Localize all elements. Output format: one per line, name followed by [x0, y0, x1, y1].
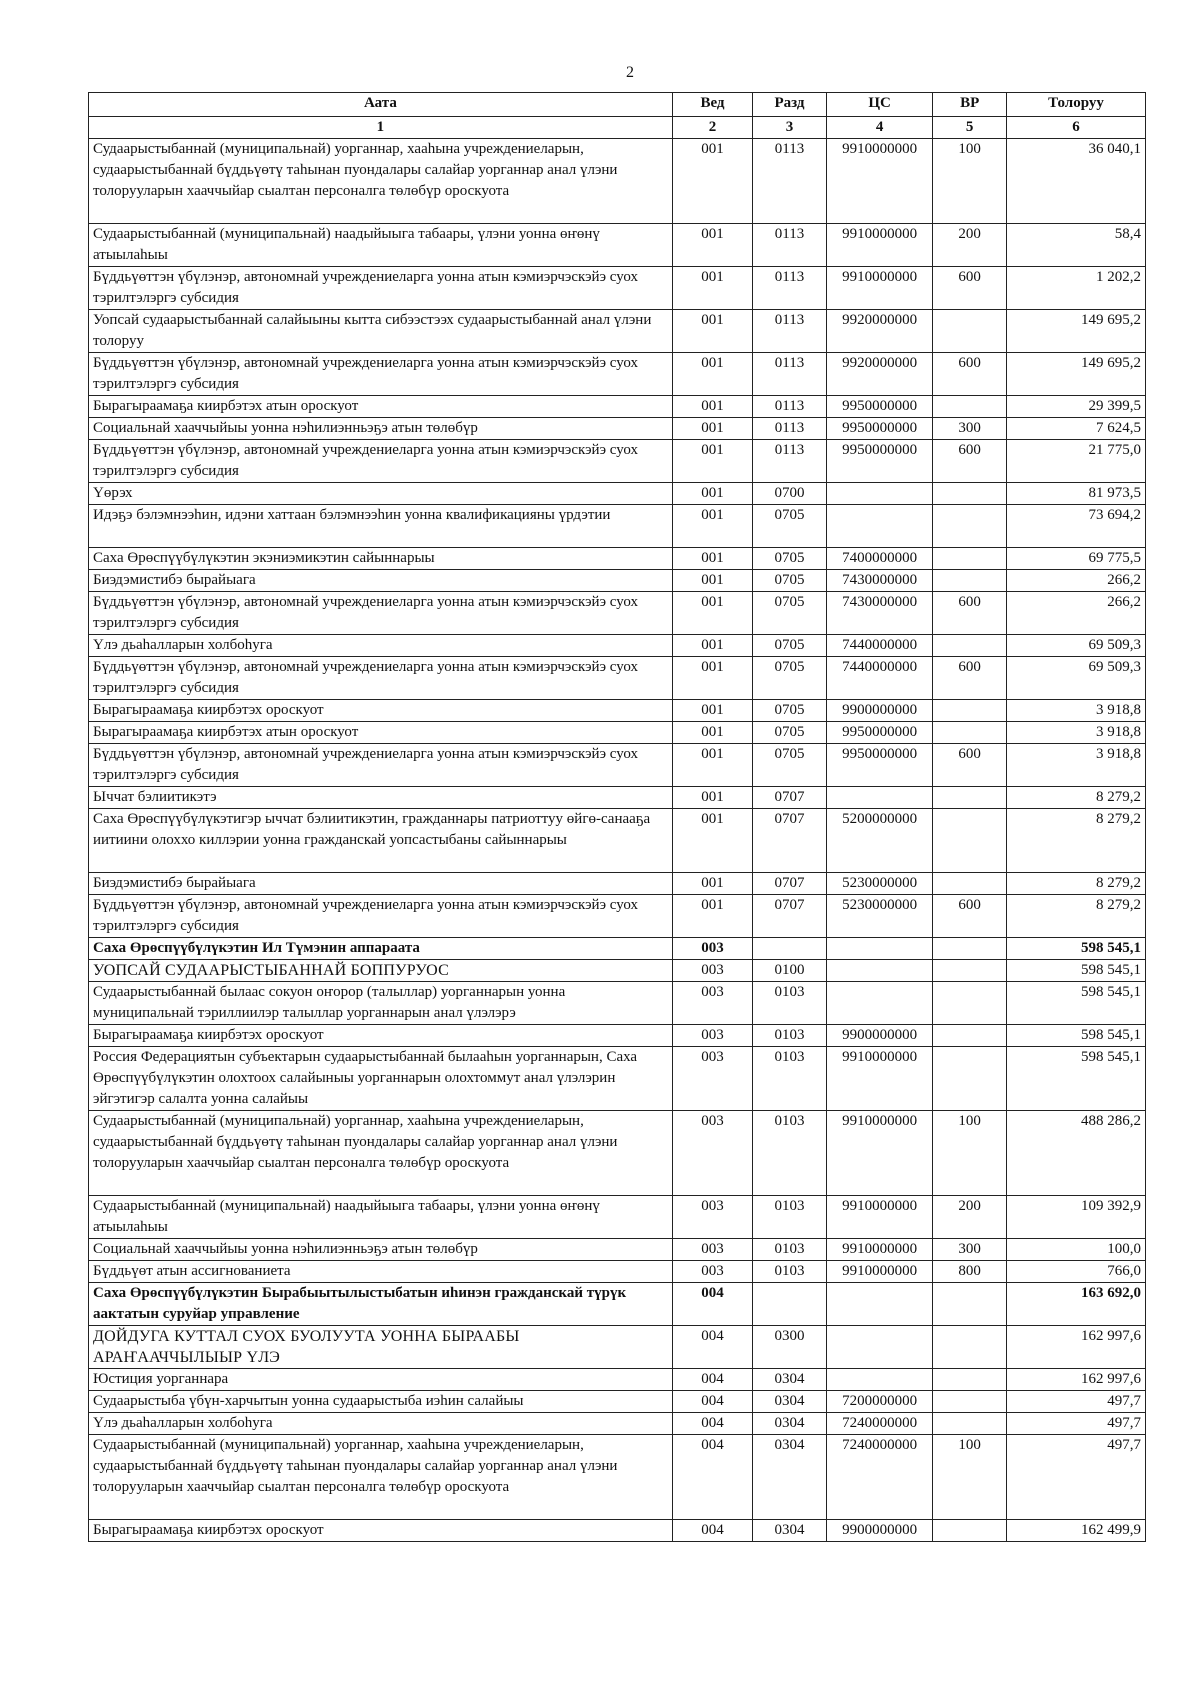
row-name-cell: Үлэ дьаһалларын холбоһуга	[89, 1413, 673, 1435]
row-ved-cell: 001	[672, 396, 752, 418]
table-row	[89, 139, 1146, 224]
row-cs-cell: 9910000000	[826, 224, 932, 267]
row-name-cell: Бүддьүөттэн үбүлэнэр, автономнай учреждениеларга уонна атын кэмиэрчэскэйэ суох тэрилтэлэргэ субсидия	[89, 353, 673, 396]
row-name-cell: Бырагыраамаҕа киирбэтэх ороскуот	[89, 1025, 673, 1047]
row-cs-cell	[826, 787, 932, 809]
header-row	[89, 93, 1146, 117]
row-amount-cell: 488 286,2	[1007, 1111, 1146, 1196]
row-vr-cell: 800	[933, 1261, 1007, 1283]
table-row	[89, 1413, 1146, 1435]
row-cs-cell: 9900000000	[826, 700, 932, 722]
row-vr-cell: 600	[933, 353, 1007, 396]
row-cs-cell: 9920000000	[826, 353, 932, 396]
row-vr-cell	[933, 938, 1007, 960]
row-razd-cell: 0103	[753, 1025, 827, 1047]
header-cell: Вед	[672, 93, 752, 117]
table-row	[89, 1239, 1146, 1261]
row-razd-cell: 0100	[753, 960, 827, 982]
table-row	[89, 1047, 1146, 1111]
row-amount-cell: 766,0	[1007, 1261, 1146, 1283]
row-ved-cell: 003	[672, 1025, 752, 1047]
row-razd-cell: 0103	[753, 982, 827, 1025]
row-vr-cell: 200	[933, 224, 1007, 267]
row-name-cell: Судаарыстыба үбүн-харчытын уонна судаарыстыба иэһин салайыы	[89, 1391, 673, 1413]
row-amount-cell: 21 775,0	[1007, 440, 1146, 483]
row-razd-cell: 0113	[753, 440, 827, 483]
row-name-cell: Судаарыстыбаннай былаас сокуон оҥорор (талыллар) уорганнарын уонна муниципальнай тэриллиилэр талыллар уорганнарын анал үлэлэрэ	[89, 982, 673, 1025]
header-number-cell: 6	[1007, 117, 1146, 139]
row-razd-cell: 0705	[753, 570, 827, 592]
row-name-cell: Бүддьүөт атын ассигнованиета	[89, 1261, 673, 1283]
table-row	[89, 1391, 1146, 1413]
row-ved-cell: 001	[672, 440, 752, 483]
row-razd-cell: 0700	[753, 483, 827, 505]
row-razd-cell: 0705	[753, 657, 827, 700]
row-amount-cell: 29 399,5	[1007, 396, 1146, 418]
table-row	[89, 353, 1146, 396]
row-razd-cell: 0705	[753, 744, 827, 787]
row-cs-cell: 5200000000	[826, 809, 932, 873]
row-razd-cell: 0103	[753, 1111, 827, 1196]
row-cs-cell: 5230000000	[826, 895, 932, 938]
row-razd-cell: 0304	[753, 1391, 827, 1413]
row-amount-cell: 149 695,2	[1007, 353, 1146, 396]
row-razd-cell	[753, 938, 827, 960]
table-row	[89, 1520, 1146, 1542]
row-ved-cell: 001	[672, 592, 752, 635]
row-ved-cell: 004	[672, 1283, 752, 1326]
row-amount-cell: 266,2	[1007, 592, 1146, 635]
row-vr-cell: 600	[933, 440, 1007, 483]
row-amount-cell: 163 692,0	[1007, 1283, 1146, 1326]
row-name-cell: Бүддьүөттэн үбүлэнэр, автономнай учреждениеларга уонна атын кэмиэрчэскэйэ суох тэрилтэлэргэ субсидия	[89, 440, 673, 483]
table-row	[89, 722, 1146, 744]
row-vr-cell	[933, 982, 1007, 1025]
row-cs-cell: 9900000000	[826, 1025, 932, 1047]
row-razd-cell: 0103	[753, 1239, 827, 1261]
row-amount-cell: 598 545,1	[1007, 1025, 1146, 1047]
row-razd-cell: 0705	[753, 505, 827, 548]
row-vr-cell	[933, 1413, 1007, 1435]
row-name-cell: Социальнай хааччыйыы уонна нэһилиэнньэҕэ атын төлөбүр	[89, 1239, 673, 1261]
row-amount-cell: 7 624,5	[1007, 418, 1146, 440]
row-vr-cell	[933, 1025, 1007, 1047]
table-row	[89, 548, 1146, 570]
row-cs-cell: 7240000000	[826, 1435, 932, 1520]
table-row	[89, 895, 1146, 938]
table-row	[89, 1326, 1146, 1369]
row-razd-cell: 0304	[753, 1413, 827, 1435]
table-row	[89, 960, 1146, 982]
table-row	[89, 1369, 1146, 1391]
table-row	[89, 657, 1146, 700]
row-vr-cell	[933, 505, 1007, 548]
table-row	[89, 982, 1146, 1025]
table-row	[89, 418, 1146, 440]
row-ved-cell: 004	[672, 1326, 752, 1369]
row-ved-cell: 003	[672, 1261, 752, 1283]
row-vr-cell	[933, 310, 1007, 353]
row-cs-cell	[826, 938, 932, 960]
row-vr-cell	[933, 700, 1007, 722]
row-name-cell: Судаарыстыбаннай (муниципальнай) уорганнар, хааһына учреждениеларын, судаарыстыбаннай бүддьүөтү таһынан пуондалары салайар уорганнар анал үлэни толорууларын хааччыйар сыалтан персоналга төлөбүр ороскуота	[89, 1435, 673, 1520]
table-row	[89, 1196, 1146, 1239]
row-cs-cell	[826, 505, 932, 548]
row-vr-cell	[933, 960, 1007, 982]
header-number-cell: 5	[933, 117, 1007, 139]
table-row	[89, 635, 1146, 657]
header-cell: Толоруу	[1007, 93, 1146, 117]
row-name-cell: Саха Өрөспүүбүлүкэтин Бырабыытылыстыбатын иһинэн гражданскай түрүк аактатын суруйар управление	[89, 1283, 673, 1326]
row-razd-cell: 0705	[753, 635, 827, 657]
row-amount-cell: 598 545,1	[1007, 938, 1146, 960]
row-cs-cell: 9910000000	[826, 1261, 932, 1283]
table-row	[89, 1025, 1146, 1047]
row-razd-cell: 0705	[753, 700, 827, 722]
row-name-cell: Бүддьүөттэн үбүлэнэр, автономнай учреждениеларга уонна атын кэмиэрчэскэйэ суох тэрилтэлэргэ субсидия	[89, 744, 673, 787]
row-amount-cell: 8 279,2	[1007, 895, 1146, 938]
table-row	[89, 744, 1146, 787]
row-cs-cell: 9910000000	[826, 267, 932, 310]
row-amount-cell: 598 545,1	[1007, 960, 1146, 982]
row-name-cell: УОПСАЙ СУДААРЫСТЫБАННАЙ БОППУРУОС	[89, 960, 673, 982]
row-vr-cell	[933, 483, 1007, 505]
row-amount-cell: 69 775,5	[1007, 548, 1146, 570]
budget-table	[88, 92, 1146, 1542]
header-cell: ВР	[933, 93, 1007, 117]
row-name-cell: Уопсай судаарыстыбаннай салайыыны кытта сибээстээх судаарыстыбаннай анал үлэни толоруу	[89, 310, 673, 353]
row-name-cell: Үлэ дьаһалларын холбоһуга	[89, 635, 673, 657]
row-vr-cell: 300	[933, 1239, 1007, 1261]
row-razd-cell: 0113	[753, 310, 827, 353]
row-vr-cell: 100	[933, 1111, 1007, 1196]
table-row	[89, 787, 1146, 809]
row-cs-cell: 9950000000	[826, 722, 932, 744]
row-cs-cell: 9950000000	[826, 440, 932, 483]
header-number-row	[89, 117, 1146, 139]
row-cs-cell: 7430000000	[826, 592, 932, 635]
row-cs-cell	[826, 960, 932, 982]
row-razd-cell: 0707	[753, 787, 827, 809]
table-row	[89, 570, 1146, 592]
row-amount-cell: 8 279,2	[1007, 873, 1146, 895]
row-name-cell: Судаарыстыбаннай (муниципальнай) наадыйыыга табаары, үлэни уонна өҥөнү атыылаһыы	[89, 1196, 673, 1239]
row-name-cell: Бырагыраамаҕа киирбэтэх ороскуот	[89, 700, 673, 722]
row-ved-cell: 001	[672, 722, 752, 744]
row-amount-cell: 100,0	[1007, 1239, 1146, 1261]
row-vr-cell	[933, 396, 1007, 418]
row-name-cell: Биэдэмистибэ бырайыага	[89, 873, 673, 895]
row-amount-cell: 1 202,2	[1007, 267, 1146, 310]
header-number-cell: 2	[672, 117, 752, 139]
row-amount-cell: 497,7	[1007, 1435, 1146, 1520]
row-razd-cell: 0300	[753, 1326, 827, 1369]
header-cell: ЦС	[826, 93, 932, 117]
row-amount-cell: 162 499,9	[1007, 1520, 1146, 1542]
row-vr-cell	[933, 787, 1007, 809]
row-name-cell: Судаарыстыбаннай (муниципальнай) уорганнар, хааһына учреждениеларын, судаарыстыбаннай бүддьүөтү таһынан пуондалары салайар уорганнар анал үлэни толорууларын хааччыйар сыалтан персоналга төлөбүр ороскуота	[89, 139, 673, 224]
table-row	[89, 1283, 1146, 1326]
row-amount-cell: 162 997,6	[1007, 1369, 1146, 1391]
page-number: 2	[626, 64, 634, 81]
row-amount-cell: 162 997,6	[1007, 1326, 1146, 1369]
row-cs-cell: 7430000000	[826, 570, 932, 592]
row-vr-cell: 100	[933, 139, 1007, 224]
row-vr-cell	[933, 1283, 1007, 1326]
row-cs-cell	[826, 982, 932, 1025]
row-razd-cell: 0705	[753, 548, 827, 570]
row-cs-cell: 7440000000	[826, 657, 932, 700]
row-ved-cell: 001	[672, 873, 752, 895]
row-razd-cell: 0707	[753, 873, 827, 895]
row-cs-cell: 9920000000	[826, 310, 932, 353]
row-vr-cell: 600	[933, 592, 1007, 635]
row-amount-cell: 69 509,3	[1007, 635, 1146, 657]
row-cs-cell: 9950000000	[826, 744, 932, 787]
row-ved-cell: 001	[672, 548, 752, 570]
row-name-cell: Бүддьүөттэн үбүлэнэр, автономнай учреждениеларга уонна атын кэмиэрчэскэйэ суох тэрилтэлэргэ субсидия	[89, 592, 673, 635]
table-body	[89, 139, 1146, 1542]
row-amount-cell: 8 279,2	[1007, 787, 1146, 809]
row-amount-cell: 497,7	[1007, 1413, 1146, 1435]
header-cell: Аата	[89, 93, 673, 117]
row-ved-cell: 004	[672, 1391, 752, 1413]
table-row	[89, 505, 1146, 548]
row-name-cell: Саха Өрөспүүбүлүкэтин Ил Түмэнин аппараата	[89, 938, 673, 960]
row-cs-cell: 5230000000	[826, 873, 932, 895]
row-razd-cell: 0707	[753, 895, 827, 938]
row-name-cell: Бүддьүөттэн үбүлэнэр, автономнай учреждениеларга уонна атын кэмиэрчэскэйэ суох тэрилтэлэргэ субсидия	[89, 657, 673, 700]
row-cs-cell: 9910000000	[826, 139, 932, 224]
row-name-cell: Идэҕэ бэлэмнээһин, идэни хаттаан бэлэмнээһин уонна квалификацияны үрдэтии	[89, 505, 673, 548]
row-ved-cell: 001	[672, 570, 752, 592]
row-name-cell: Бырагыраамаҕа киирбэтэх атын ороскуот	[89, 722, 673, 744]
header-number-cell: 4	[826, 117, 932, 139]
table-row	[89, 873, 1146, 895]
row-amount-cell: 73 694,2	[1007, 505, 1146, 548]
row-amount-cell: 149 695,2	[1007, 310, 1146, 353]
row-vr-cell	[933, 1326, 1007, 1369]
row-vr-cell	[933, 1520, 1007, 1542]
row-ved-cell: 001	[672, 635, 752, 657]
row-cs-cell: 9950000000	[826, 396, 932, 418]
row-ved-cell: 003	[672, 960, 752, 982]
row-name-cell: Бырагыраамаҕа киирбэтэх ороскуот	[89, 1520, 673, 1542]
row-ved-cell: 004	[672, 1369, 752, 1391]
row-amount-cell: 598 545,1	[1007, 1047, 1146, 1111]
row-cs-cell: 9900000000	[826, 1520, 932, 1542]
row-cs-cell: 7440000000	[826, 635, 932, 657]
table-row	[89, 224, 1146, 267]
row-vr-cell: 100	[933, 1435, 1007, 1520]
row-cs-cell: 7200000000	[826, 1391, 932, 1413]
row-vr-cell	[933, 1391, 1007, 1413]
row-amount-cell: 58,4	[1007, 224, 1146, 267]
row-ved-cell: 001	[672, 809, 752, 873]
row-ved-cell: 001	[672, 787, 752, 809]
row-amount-cell: 3 918,8	[1007, 722, 1146, 744]
row-vr-cell	[933, 873, 1007, 895]
row-name-cell: Саха Өрөспүүбүлүкэтигэр ыччат бэлиитикэтин, гражданнары патриоттуу өйгө-санааҕа иитиини олоххо киллэрии уонна гражданскай уопсастыбаны сайыннарыы	[89, 809, 673, 873]
row-cs-cell: 9910000000	[826, 1196, 932, 1239]
row-vr-cell: 600	[933, 267, 1007, 310]
row-razd-cell: 0705	[753, 722, 827, 744]
table-row	[89, 483, 1146, 505]
row-vr-cell	[933, 635, 1007, 657]
row-razd-cell: 0705	[753, 592, 827, 635]
row-name-cell: Саха Өрөспүүбүлүкэтин экэниэмикэтин сайыннарыы	[89, 548, 673, 570]
row-ved-cell: 004	[672, 1520, 752, 1542]
row-amount-cell: 109 392,9	[1007, 1196, 1146, 1239]
row-razd-cell: 0113	[753, 418, 827, 440]
row-razd-cell: 0304	[753, 1369, 827, 1391]
row-ved-cell: 001	[672, 224, 752, 267]
header-number-cell: 3	[753, 117, 827, 139]
row-name-cell: Бүддьүөттэн үбүлэнэр, автономнай учреждениеларга уонна атын кэмиэрчэскэйэ суох тэрилтэлэргэ субсидия	[89, 267, 673, 310]
row-razd-cell: 0103	[753, 1047, 827, 1111]
row-ved-cell: 001	[672, 744, 752, 787]
row-vr-cell	[933, 1047, 1007, 1111]
header-cell: Разд	[753, 93, 827, 117]
row-vr-cell	[933, 809, 1007, 873]
row-name-cell: Юстиция уорганнара	[89, 1369, 673, 1391]
table-row	[89, 1111, 1146, 1196]
row-ved-cell: 001	[672, 895, 752, 938]
row-name-cell: Бүддьүөттэн үбүлэнэр, автономнай учреждениеларга уонна атын кэмиэрчэскэйэ суох тэрилтэлэргэ субсидия	[89, 895, 673, 938]
table-row	[89, 1435, 1146, 1520]
row-vr-cell	[933, 548, 1007, 570]
row-name-cell: Үөрэх	[89, 483, 673, 505]
row-cs-cell	[826, 1369, 932, 1391]
header-number-cell: 1	[89, 117, 673, 139]
row-amount-cell: 598 545,1	[1007, 982, 1146, 1025]
row-ved-cell: 001	[672, 353, 752, 396]
row-vr-cell: 600	[933, 895, 1007, 938]
row-razd-cell: 0103	[753, 1261, 827, 1283]
row-amount-cell: 497,7	[1007, 1391, 1146, 1413]
row-ved-cell: 003	[672, 1239, 752, 1261]
row-amount-cell: 3 918,8	[1007, 744, 1146, 787]
row-ved-cell: 001	[672, 657, 752, 700]
row-name-cell: Ыччат бэлиитикэтэ	[89, 787, 673, 809]
row-cs-cell: 9910000000	[826, 1239, 932, 1261]
row-razd-cell: 0113	[753, 224, 827, 267]
table-row	[89, 938, 1146, 960]
row-amount-cell: 3 918,8	[1007, 700, 1146, 722]
row-ved-cell: 003	[672, 1111, 752, 1196]
table-row	[89, 396, 1146, 418]
row-name-cell: Бырагыраамаҕа киирбэтэх атын ороскуот	[89, 396, 673, 418]
row-razd-cell	[753, 1283, 827, 1326]
row-ved-cell: 001	[672, 505, 752, 548]
row-ved-cell: 001	[672, 139, 752, 224]
row-amount-cell: 266,2	[1007, 570, 1146, 592]
table-row	[89, 440, 1146, 483]
row-ved-cell: 001	[672, 418, 752, 440]
row-amount-cell: 81 973,5	[1007, 483, 1146, 505]
row-vr-cell: 600	[933, 744, 1007, 787]
row-cs-cell: 7400000000	[826, 548, 932, 570]
table-row	[89, 700, 1146, 722]
row-razd-cell: 0113	[753, 353, 827, 396]
row-razd-cell: 0304	[753, 1520, 827, 1542]
row-razd-cell: 0103	[753, 1196, 827, 1239]
row-vr-cell	[933, 1369, 1007, 1391]
row-ved-cell: 003	[672, 1047, 752, 1111]
row-cs-cell: 7240000000	[826, 1413, 932, 1435]
row-ved-cell: 001	[672, 310, 752, 353]
row-name-cell: Социальнай хааччыйыы уонна нэһилиэнньэҕэ атын төлөбүр	[89, 418, 673, 440]
row-ved-cell: 004	[672, 1413, 752, 1435]
row-amount-cell: 69 509,3	[1007, 657, 1146, 700]
table-row	[89, 310, 1146, 353]
row-name-cell: Судаарыстыбаннай (муниципальнай) наадыйыыга табаары, үлэни уонна өҥөнү атыылаһыы	[89, 224, 673, 267]
table-row	[89, 1261, 1146, 1283]
row-razd-cell: 0304	[753, 1435, 827, 1520]
row-ved-cell: 001	[672, 483, 752, 505]
row-razd-cell: 0113	[753, 396, 827, 418]
table-row	[89, 809, 1146, 873]
row-ved-cell: 003	[672, 938, 752, 960]
row-cs-cell	[826, 1326, 932, 1369]
row-name-cell: Биэдэмистибэ бырайыага	[89, 570, 673, 592]
table-row	[89, 267, 1146, 310]
table-row	[89, 592, 1146, 635]
row-amount-cell: 8 279,2	[1007, 809, 1146, 873]
row-cs-cell: 9910000000	[826, 1111, 932, 1196]
row-vr-cell: 200	[933, 1196, 1007, 1239]
row-ved-cell: 001	[672, 700, 752, 722]
row-ved-cell: 004	[672, 1435, 752, 1520]
row-ved-cell: 003	[672, 982, 752, 1025]
row-razd-cell: 0707	[753, 809, 827, 873]
row-razd-cell: 0113	[753, 267, 827, 310]
row-ved-cell: 003	[672, 1196, 752, 1239]
row-cs-cell: 9950000000	[826, 418, 932, 440]
row-amount-cell: 36 040,1	[1007, 139, 1146, 224]
row-cs-cell: 9910000000	[826, 1047, 932, 1111]
row-cs-cell	[826, 483, 932, 505]
row-name-cell: Судаарыстыбаннай (муниципальнай) уорганнар, хааһына учреждениеларын, судаарыстыбаннай бүддьүөтү таһынан пуондалары салайар уорганнар анал үлэни толорууларын хааччыйар сыалтан персоналга төлөбүр ороскуота	[89, 1111, 673, 1196]
row-vr-cell: 300	[933, 418, 1007, 440]
row-razd-cell: 0113	[753, 139, 827, 224]
row-vr-cell: 600	[933, 657, 1007, 700]
row-vr-cell	[933, 570, 1007, 592]
row-name-cell: Россия Федерациятын субъектарын судаарыстыбаннай былааһын уорганнарын, Саха Өрөспүүбүлүкэтин олохтоох салайыныы уорганнарын олохтоммут анал үлэлэрин эйгэтигэр салалта уонна салайыы	[89, 1047, 673, 1111]
row-name-cell: ДОЙДУГА КУТТАЛ СУОХ БУОЛУУТА УОННА БЫРААБЫ АРАҤААЧЧЫЛЫЫР ҮЛЭ	[89, 1326, 673, 1369]
row-vr-cell	[933, 722, 1007, 744]
row-cs-cell	[826, 1283, 932, 1326]
row-ved-cell: 001	[672, 267, 752, 310]
